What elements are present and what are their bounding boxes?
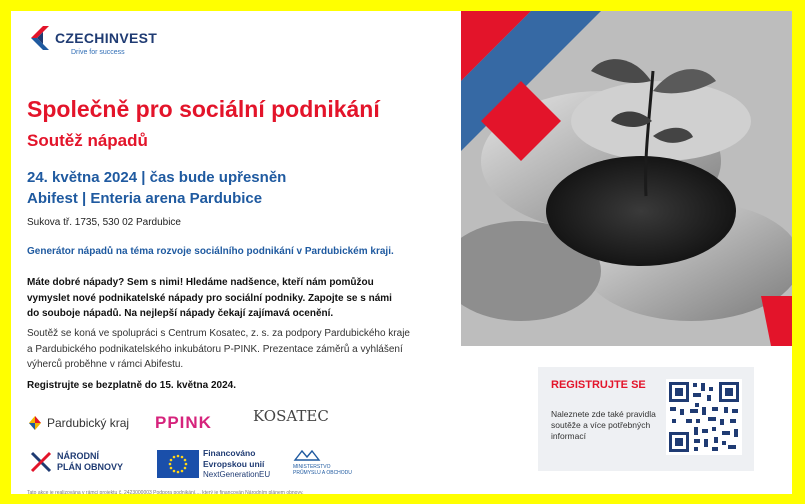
kosatec-logo: KOSATEC — [253, 407, 329, 425]
npo-logo: NÁRODNÍ PLÁN OBNOVY — [29, 450, 123, 474]
npo-cross-icon — [29, 450, 53, 474]
eu-funding-logo: Financováno Evropskou unií NextGenerationEU — [157, 448, 270, 480]
event-venue: Abifest | Enteria arena Pardubice — [27, 190, 263, 207]
brand-name: CZECHINVEST — [55, 30, 158, 46]
pardubice-logo: Pardubický kraj — [27, 415, 129, 431]
event-date: 24. května 2024 | čas bude upřesněn — [27, 169, 287, 186]
mpo-emblem-icon — [293, 448, 321, 462]
footer-note: Tato akce je realizována v rámci projektu č. 2423000003 Podpora podnikání..., který je financován Národním plánem obnovy. — [27, 490, 304, 494]
page-title: Společně pro sociální podnikání — [27, 96, 380, 122]
event-address: Sukova tř. 1735, 530 02 Pardubice — [27, 217, 181, 228]
register-deadline: Registrujte se bezplatně do 15. května 2024. — [27, 380, 236, 391]
hands-with-seedling-photo — [461, 11, 792, 346]
register-text: Naleznete zde také pravidla soutěže a více potřebných informací — [551, 409, 656, 441]
mpo-logo: MINISTERSTVO PRŮMYSLU A OBCHODU — [293, 448, 352, 476]
czechinvest-logo-icon — [29, 23, 51, 53]
eu-flag-icon — [157, 450, 199, 478]
flyer-card — [11, 11, 792, 494]
body-paragraph: Soutěž se koná ve spolupráci s Centrum Kosatec, z. s. za podpory Pardubického kraje a Pardubického podnikatelského inkubátoru P-PINK. Prezentace záměrů a vyhlášení výherců proběhne v rámci Abifestu. — [27, 328, 410, 370]
page-subtitle: Soutěž nápadů — [27, 131, 148, 150]
czechinvest-logo[interactable] — [29, 23, 158, 56]
qr-code-icon[interactable] — [666, 379, 742, 455]
ppink-logo: PPINK — [155, 413, 212, 432]
pardubice-emblem-icon — [27, 415, 43, 431]
generator-text: Generátor nápadů na téma rozvoje sociálního podnikání v Pardubickém kraji. — [27, 246, 394, 257]
register-heading: REGISTRUJTE SE — [551, 379, 646, 391]
register-box[interactable] — [538, 367, 754, 471]
brand-tagline: Drive for success — [71, 49, 125, 56]
body-bold-paragraph: Máte dobré nápady? Sem s nimi! Hledáme nadšence, kteří nám pomůžou vymyslet nové podnikatelské nápady pro sociální podniky. Zapojte se s námi do souboje nápadů. Na nejlepší nápady čekají zajímavá ocenění. — [27, 277, 392, 319]
